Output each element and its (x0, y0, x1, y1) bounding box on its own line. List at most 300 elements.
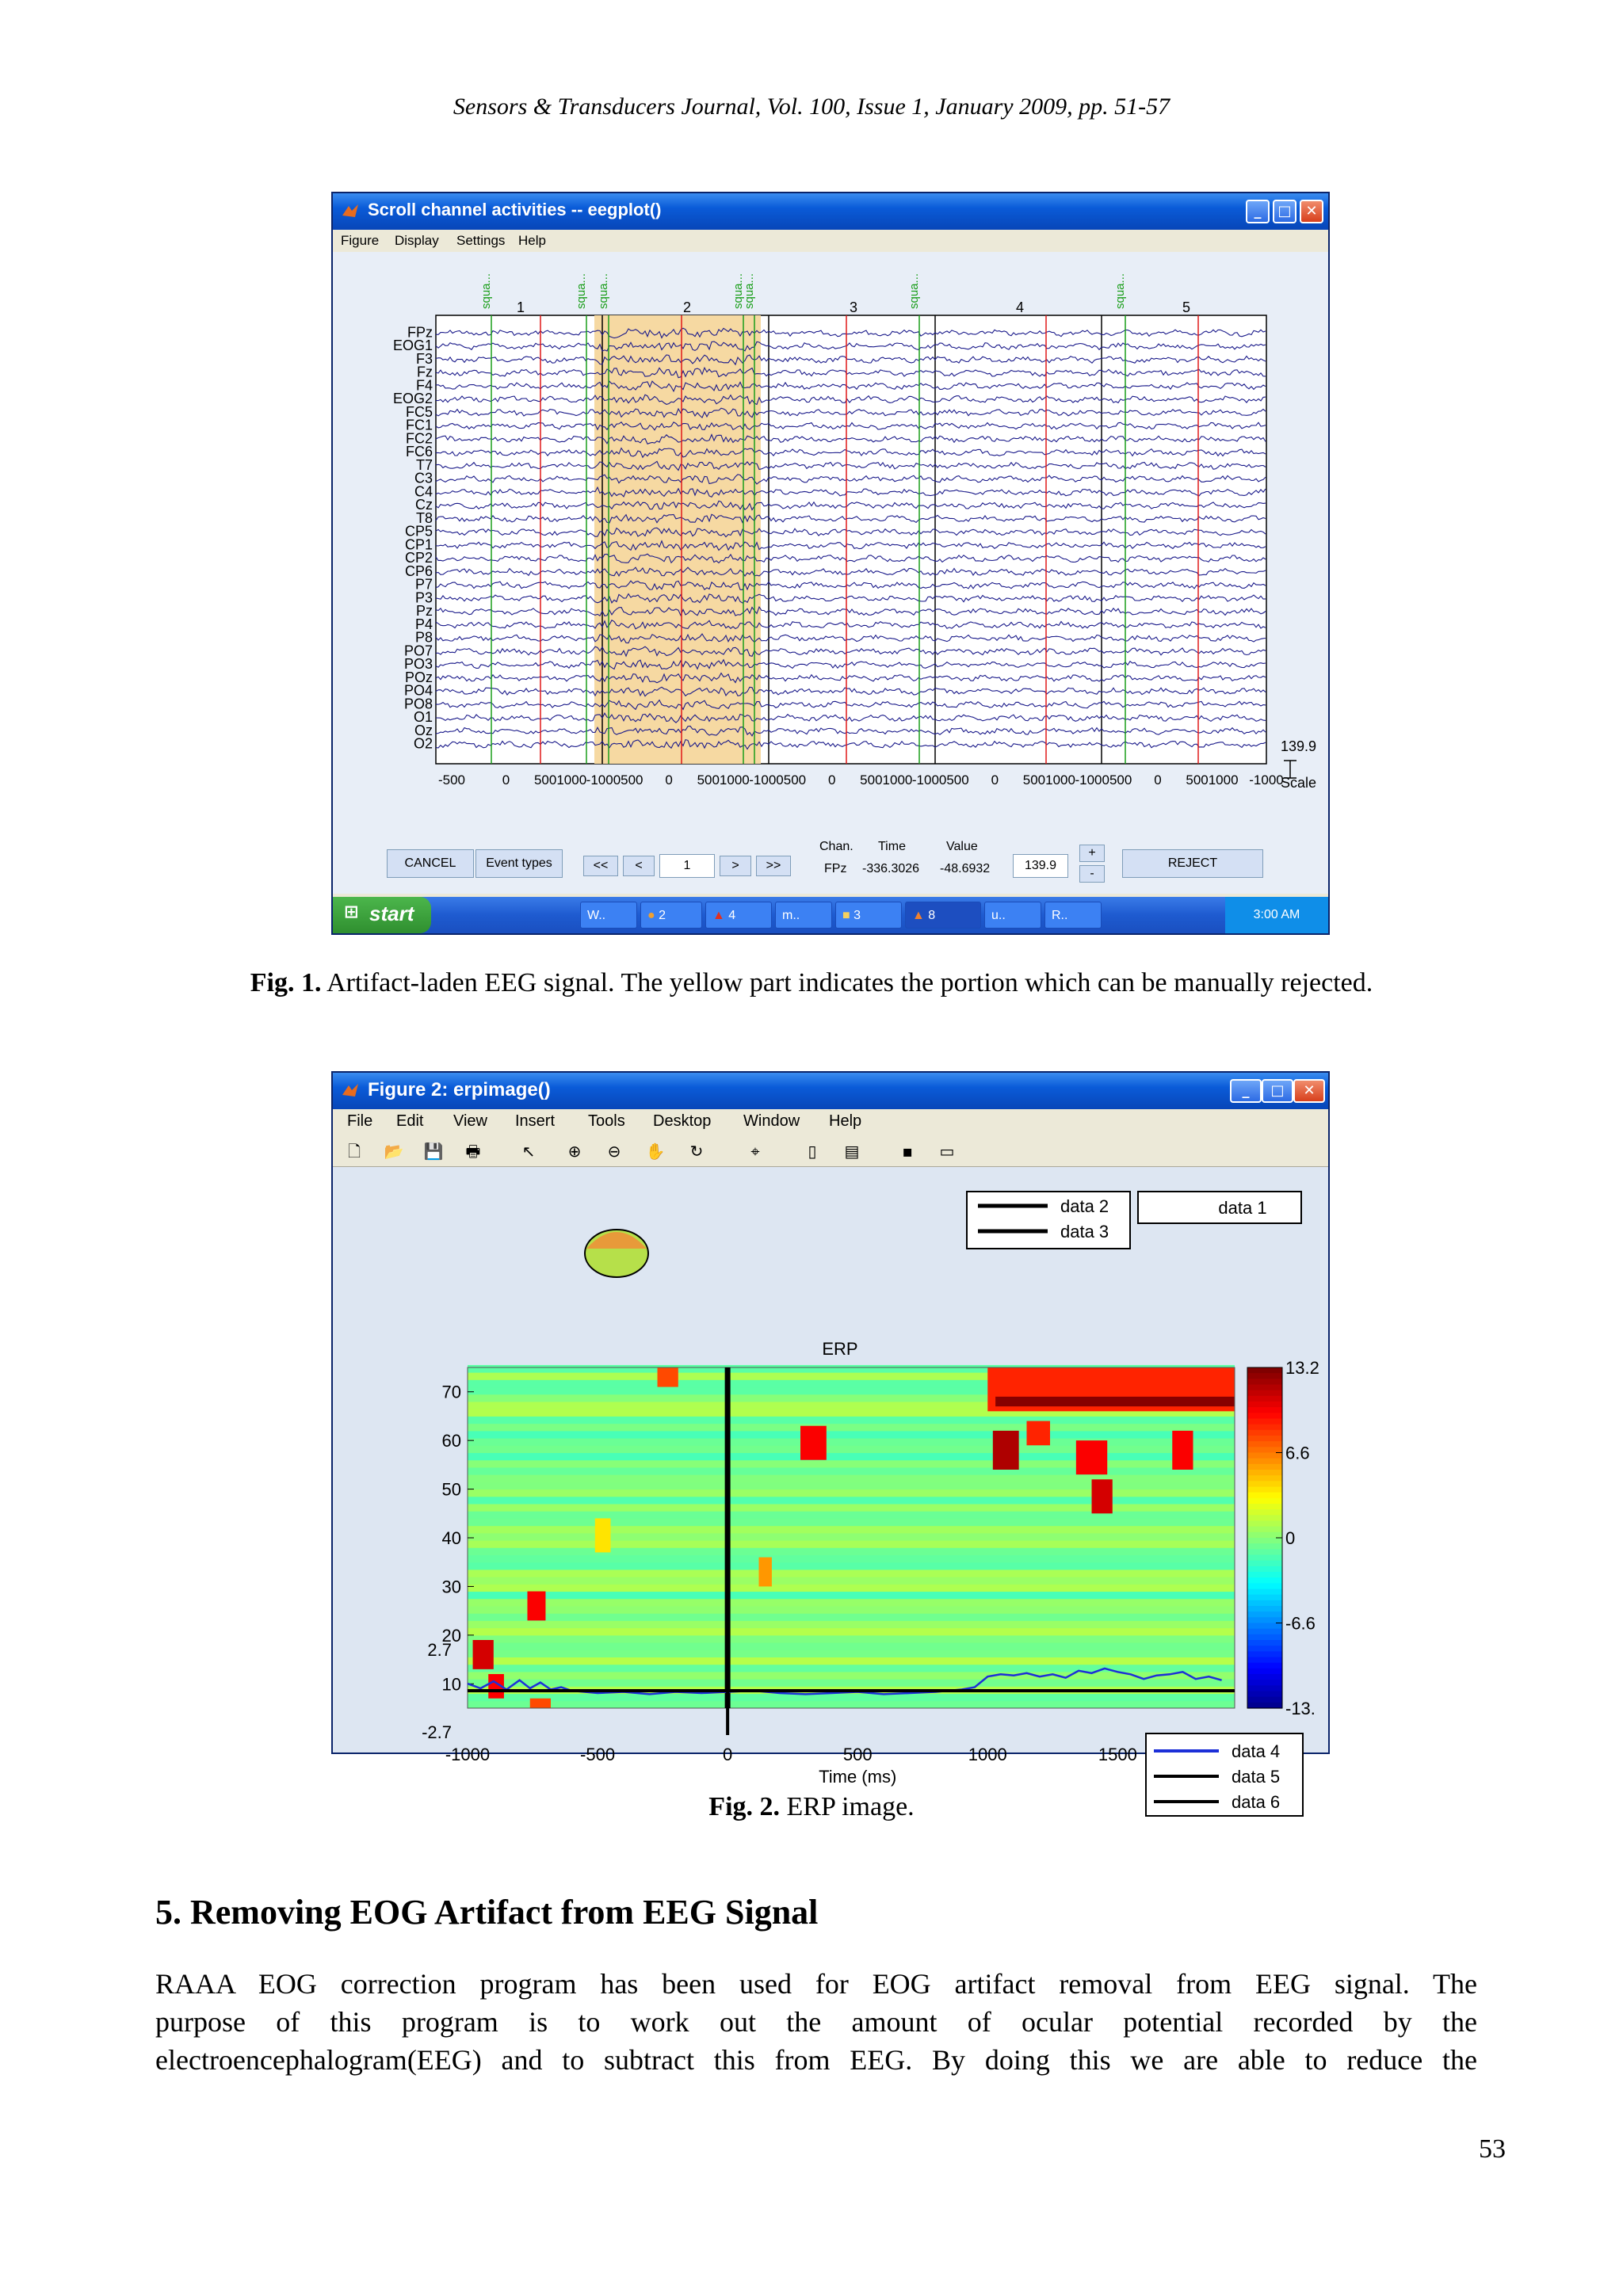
event-label: squa... (479, 273, 493, 309)
figure1-caption (0, 968, 1623, 998)
colorbar-segment (1247, 1646, 1282, 1652)
x-tick-label: 1500 (1098, 1745, 1137, 1764)
x-tick-label: -1000500 (1075, 772, 1132, 788)
taskbar-item-r[interactable] (1044, 902, 1102, 929)
colorbar-segment (1247, 1396, 1282, 1402)
channel-label: CP1 (404, 536, 433, 553)
colorbar-tick-label: 6.6 (1285, 1443, 1310, 1463)
heatmap-band (468, 1453, 1235, 1461)
window-title: Figure 2: erpimage() (368, 1079, 551, 1100)
colorbar-segment (1247, 1379, 1282, 1385)
channel-label: O2 (413, 735, 433, 752)
legend-entry: data 6 (1232, 1792, 1281, 1812)
taskbar-item-label: 8 (928, 909, 936, 922)
heatmap-patch (527, 1592, 545, 1621)
heatmap-band (468, 1679, 1235, 1687)
windows-logo-icon: ⊞ (344, 902, 359, 921)
erpimage-titlebar (333, 1073, 1328, 1109)
heatmap-band (468, 1424, 1235, 1432)
channel-label: EOG1 (392, 338, 433, 354)
erp-y-tick-label: 2.7 (427, 1640, 452, 1660)
x-tick-label: 500 (842, 1745, 873, 1764)
epoch-number: 4 (1016, 299, 1025, 315)
channel-label: PO7 (403, 643, 433, 659)
next-fast-button[interactable]: >> (756, 856, 791, 876)
colorbar-segment (1247, 1515, 1282, 1521)
heatmap-band (468, 1599, 1235, 1607)
matlab-icon: ▲ (912, 909, 925, 922)
colorbar-segment (1247, 1504, 1282, 1510)
colorbar-segment (1247, 1680, 1282, 1686)
colorbar-tick-label: -13. (1285, 1699, 1316, 1718)
colorbar-segment (1247, 1600, 1282, 1607)
channel-label: C4 (414, 483, 433, 500)
x-tick-label: 0 (723, 1745, 733, 1764)
y-tick-label: 10 (441, 1674, 461, 1695)
erp-title: ERP (822, 1339, 858, 1359)
heatmap-band (468, 1562, 1235, 1570)
legend-icon[interactable]: ▤ (844, 1142, 860, 1161)
x-tick-label: 5001000 (1022, 772, 1075, 788)
firefox-icon: ● (647, 909, 655, 922)
heatmap-patch (473, 1640, 494, 1669)
colorbar-segment (1247, 1498, 1282, 1505)
colorbar-segment (1247, 1640, 1282, 1646)
menu-window[interactable]: Window (743, 1112, 800, 1130)
erp-y-tick-label: -2.7 (422, 1722, 452, 1742)
event-label: squa... (1113, 273, 1127, 309)
taskbar-item-w[interactable] (580, 902, 637, 929)
colorbar-segment (1247, 1583, 1282, 1589)
x-tick-label: 0 (827, 772, 836, 788)
prev-fast-button[interactable]: << (583, 856, 618, 876)
hide-plot-tools-icon[interactable]: ▪ (902, 1142, 913, 1161)
channel-label: FC1 (405, 417, 433, 433)
colorbar-segment (1247, 1691, 1282, 1698)
eeg-plot-background (436, 315, 1266, 764)
colorbar-segment (1247, 1595, 1282, 1601)
colorbar-segment (1247, 1487, 1282, 1493)
chan-label: Chan. (819, 840, 854, 853)
x-tick-label: 5001000 (533, 772, 587, 788)
channel-label: CP5 (404, 523, 433, 540)
x-tick-label: 5001000 (860, 772, 913, 788)
heatmap-band (468, 1577, 1235, 1585)
menu-help[interactable]: Help (518, 233, 546, 248)
x-tick-label: -1000500 (586, 772, 643, 788)
channel-label: P7 (414, 576, 433, 593)
colorbar-segment (1247, 1657, 1282, 1664)
heatmap-patch (1076, 1440, 1107, 1474)
taskbar-item-label: u.. (991, 909, 1006, 922)
colorbar-segment (1247, 1509, 1282, 1516)
show-plot-tools-icon[interactable]: ▭ (939, 1142, 955, 1161)
channel-label: FC2 (405, 430, 433, 447)
scale-input[interactable]: 139.9 (1013, 854, 1068, 878)
chan-value: FPz (824, 862, 847, 875)
y-tick-label: 40 (441, 1528, 461, 1548)
colorbar-segment (1247, 1453, 1282, 1459)
colorbar-segment (1247, 1611, 1282, 1618)
taskbar-item-firefox[interactable] (640, 902, 702, 929)
colorbar-tick-label: 0 (1285, 1528, 1296, 1548)
zoom-out-icon[interactable]: ⊖ (607, 1142, 621, 1161)
heatmap-band (468, 1665, 1235, 1672)
colorbar-segment (1247, 1538, 1282, 1544)
event-types-button[interactable]: Event types (475, 849, 563, 878)
heatmap-band (468, 1606, 1235, 1614)
epoch-input[interactable]: 1 (659, 854, 715, 878)
scale-value: 139.9 (1281, 738, 1317, 754)
rotate-3d-icon[interactable]: ↻ (689, 1142, 704, 1161)
menu-tools[interactable]: Tools (588, 1112, 625, 1130)
paragraph-line: electroencephalogram(EEG) and to subtract this from EEG. By doing this we are able to reduce the (155, 2044, 1477, 2076)
menu-help[interactable]: Help (829, 1112, 862, 1130)
taskbar-item-label: 2 (659, 909, 666, 922)
heatmap-band (468, 1701, 1235, 1709)
heatmap-band (468, 1497, 1235, 1505)
menu-settings[interactable]: Settings (456, 233, 506, 248)
epoch-number: 3 (850, 299, 858, 315)
erpimage-toolbar (333, 1135, 1328, 1167)
heatmap-band (468, 1592, 1235, 1600)
folder-icon: ■ (842, 909, 850, 922)
colorbar-segment (1247, 1561, 1282, 1567)
event-label: squa... (731, 273, 745, 309)
colorbar-segment (1247, 1589, 1282, 1596)
x-tick-label: -500 (437, 772, 466, 788)
channel-label: F3 (415, 350, 433, 367)
epoch-number: 2 (683, 299, 692, 315)
x-tick-label: -500 (580, 1745, 616, 1764)
menu-display[interactable]: Display (395, 233, 439, 248)
colorbar-segment (1247, 1373, 1282, 1379)
heatmap-band (468, 1650, 1235, 1657)
heatmap-band (468, 1540, 1235, 1548)
x-tick-label: -1000 (445, 1745, 491, 1764)
colorbar-segment (1247, 1493, 1282, 1499)
heatmap-band (468, 1416, 1235, 1424)
channel-label: EOG2 (392, 391, 433, 407)
legend-entry: data 3 (1060, 1222, 1109, 1241)
menu-edit[interactable]: Edit (396, 1112, 424, 1130)
scale-plus-button[interactable]: + (1079, 845, 1105, 862)
heatmap-band (468, 1460, 1235, 1468)
scale-label: Scale (1281, 775, 1317, 791)
channel-label: POz (404, 669, 433, 685)
pan-hand-icon[interactable]: ✋ (645, 1142, 666, 1161)
acrobat-icon: ▲ (712, 909, 725, 922)
y-tick-label: 50 (441, 1479, 461, 1500)
prev-button[interactable]: < (623, 856, 655, 876)
cancel-button[interactable]: CANCEL (387, 849, 474, 878)
taskbar-item-folders[interactable] (835, 902, 902, 929)
event-label: squa... (743, 273, 756, 309)
taskbar-item-matlab[interactable] (905, 902, 981, 929)
colorbar-segment (1247, 1606, 1282, 1612)
x-tick-label: 0 (502, 772, 510, 788)
menu-figure[interactable]: Figure (341, 233, 380, 248)
colorbar-segment (1247, 1629, 1282, 1635)
colorbar-segment (1247, 1521, 1282, 1527)
colorbar-segment (1247, 1527, 1282, 1533)
eeg-channel-plot (333, 252, 1328, 838)
journal-header: Sensors & Transducers Journal, Vol. 100, Issue 1, January 2009, pp. 51-57 (453, 93, 1170, 120)
heatmap-patch (759, 1558, 772, 1587)
x-tick-label: 0 (1154, 772, 1162, 788)
legend-entry: data 5 (1232, 1767, 1281, 1787)
channel-label: CP6 (404, 563, 433, 579)
colorbar-segment (1247, 1697, 1282, 1703)
save-icon[interactable]: 💾 (423, 1142, 444, 1161)
channel-label: T7 (415, 456, 433, 473)
taskbar-item-label: m.. (782, 909, 800, 922)
colorbar-segment (1247, 1385, 1282, 1391)
heatmap-patch (530, 1699, 551, 1708)
heatmap-patch (1092, 1479, 1113, 1513)
heatmap-band (468, 1613, 1235, 1621)
channel-label: CP2 (404, 550, 433, 566)
minimize-button[interactable]: _ (1230, 1079, 1262, 1103)
eegplot-controls (333, 838, 1328, 894)
colorbar-segment (1247, 1543, 1282, 1550)
eegplot-menubar (333, 230, 1328, 252)
minimize-button[interactable]: _ (1246, 200, 1270, 223)
eegplot-area (333, 252, 1328, 838)
y-tick-label: 20 (441, 1625, 461, 1646)
channel-label: PO4 (403, 682, 433, 699)
colorbar-segment (1247, 1413, 1282, 1419)
x-tick-label: 0 (665, 772, 673, 788)
channel-label: Fz (417, 364, 433, 380)
maximize-button[interactable]: □ (1273, 200, 1296, 223)
heatmap-band (468, 1438, 1235, 1446)
event-label: squa... (575, 273, 588, 309)
channel-label: P8 (414, 629, 433, 646)
page-number: 53 (1479, 2134, 1506, 2164)
colorbar-tick-label: -6.6 (1285, 1613, 1316, 1634)
heatmap-patch (995, 1397, 1235, 1406)
channel-label: F4 (415, 377, 433, 394)
heatmap-patch (993, 1431, 1019, 1470)
value-value: -48.6932 (940, 862, 991, 875)
epoch-number: 1 (517, 299, 525, 315)
taskbar-item-m[interactable] (775, 902, 832, 929)
heatmap-band (468, 1694, 1235, 1702)
event-label: squa... (907, 273, 921, 309)
rejected-region (594, 315, 761, 764)
colorbar-segment (1247, 1441, 1282, 1447)
figure2-caption (0, 1792, 1623, 1822)
heatmap-band (468, 1467, 1235, 1475)
value-label: Value (946, 840, 978, 853)
taskbar-item-label: 3 (854, 909, 861, 922)
colorbar-segment (1247, 1481, 1282, 1487)
heatmap-band (468, 1657, 1235, 1665)
y-tick-label: 30 (441, 1577, 461, 1597)
heatmap-band (468, 1533, 1235, 1541)
colorbar-segment (1247, 1464, 1282, 1470)
colorbar-segment (1247, 1459, 1282, 1465)
taskbar-item-acrobat[interactable] (705, 902, 772, 929)
x-tick-label: 5001000 (697, 772, 750, 788)
colorbar-segment (1247, 1549, 1282, 1555)
colorbar-segment (1247, 1402, 1282, 1408)
heatmap-patch (658, 1367, 678, 1387)
reject-button[interactable]: REJECT (1122, 849, 1263, 878)
heatmap-band (468, 1569, 1235, 1577)
matlab-logo-icon (341, 201, 360, 220)
heatmap-band (468, 1526, 1235, 1534)
figure1-caption-text: Artifact-laden EEG signal. The yellow part indicates the portion which can be manually rejected. (321, 968, 1373, 997)
time-value: -336.3026 (862, 862, 920, 875)
heatmap-patch (800, 1426, 827, 1460)
menu-file[interactable]: File (347, 1112, 373, 1130)
colorbar-segment (1247, 1674, 1282, 1680)
windows-taskbar (333, 897, 1328, 933)
system-tray (1225, 897, 1328, 933)
colorbar-segment (1247, 1430, 1282, 1436)
heatmap-band (468, 1584, 1235, 1592)
taskbar-item-u[interactable] (984, 902, 1041, 929)
figure2-caption-label: Fig. 2. (708, 1792, 781, 1821)
x-tick-label: -1000 (1249, 772, 1284, 788)
figure2-caption-text: ERP image. (780, 1792, 915, 1821)
x-tick-label: 5001000 (1186, 772, 1239, 788)
colorbar-segment (1247, 1572, 1282, 1578)
section-paragraph (155, 1965, 1477, 2079)
channel-label: FPz (407, 324, 433, 341)
colorbar-segment (1247, 1623, 1282, 1630)
colorbar-segment (1247, 1685, 1282, 1691)
colorbar-segment (1247, 1532, 1282, 1539)
heatmap-patch (1026, 1421, 1050, 1446)
paragraph-line: RAAA EOG correction program has been used for EOG artifact removal from EEG signal. The (155, 1968, 1477, 2000)
heatmap-band (468, 1547, 1235, 1555)
start-button[interactable] (333, 897, 431, 933)
colorbar-segment (1247, 1651, 1282, 1657)
new-figure-icon[interactable]: 🗋 (347, 1142, 361, 1161)
colorbar-segment (1247, 1577, 1282, 1584)
channel-label: PO3 (403, 656, 433, 673)
colorbar-segment (1247, 1617, 1282, 1623)
scalp-map-icon (586, 1232, 647, 1249)
heatmap-band (468, 1504, 1235, 1512)
colorbar-segment (1247, 1419, 1282, 1425)
channel-label: Pz (415, 603, 433, 620)
heatmap-band (468, 1628, 1235, 1636)
colorbar-segment (1247, 1669, 1282, 1675)
time-label: Time (878, 840, 906, 853)
select-arrow-icon[interactable]: ↖ (521, 1142, 536, 1161)
matlab-logo-icon (341, 1081, 360, 1100)
epoch-number: 5 (1182, 299, 1191, 315)
colorbar-segment (1247, 1390, 1282, 1397)
colorbar-segment (1247, 1470, 1282, 1476)
channel-label: Cz (415, 497, 433, 513)
taskbar-item-label: R.. (1052, 909, 1068, 922)
channel-label: C3 (414, 470, 433, 486)
x-axis-label: Time (ms) (819, 1767, 897, 1787)
maximize-button[interactable]: □ (1262, 1079, 1293, 1103)
data-cursor-icon[interactable]: ⌖ (750, 1142, 760, 1161)
heatmap-band (468, 1489, 1235, 1497)
start-label: start (369, 902, 414, 925)
heatmap-patch (595, 1518, 611, 1552)
y-tick-label: 70 (441, 1382, 461, 1402)
paragraph-line: purpose of this program is to work out the amount of ocular potential recorded by the (155, 2006, 1477, 2038)
heatmap-patch (1172, 1431, 1193, 1470)
colorbar-segment (1247, 1367, 1282, 1374)
x-tick-label: -1000500 (749, 772, 807, 788)
channel-label: FC5 (405, 403, 433, 420)
clock: 3:00 AM (1253, 908, 1300, 921)
menu-desktop[interactable]: Desktop (653, 1112, 712, 1130)
colorbar-segment (1247, 1566, 1282, 1573)
erpimage-menubar (333, 1109, 1328, 1135)
close-button[interactable]: ✕ (1300, 200, 1323, 223)
heatmap-band (468, 1635, 1235, 1643)
eegplot-titlebar (333, 193, 1328, 230)
heatmap-band (468, 1642, 1235, 1650)
next-button[interactable]: > (720, 856, 751, 876)
section-heading: 5. Removing EOG Artifact from EEG Signal (155, 1893, 819, 1932)
heatmap-band (468, 1518, 1235, 1526)
x-tick-label: -1000500 (911, 772, 969, 788)
heatmap-band (468, 1555, 1235, 1563)
menu-insert[interactable]: Insert (515, 1112, 556, 1130)
heatmap-band (468, 1445, 1235, 1453)
eegplot-window (331, 192, 1330, 935)
channel-label: P4 (414, 616, 433, 632)
legend-entry: data 4 (1232, 1741, 1281, 1761)
menu-view[interactable]: View (453, 1112, 487, 1130)
colorbar-segment (1247, 1663, 1282, 1669)
channel-label: PO8 (403, 696, 433, 712)
heatmap-band (468, 1482, 1235, 1489)
colorbar-tick-label: 13.2 (1285, 1358, 1319, 1378)
open-file-icon[interactable]: 📂 (384, 1142, 404, 1161)
legend-entry: data 2 (1060, 1196, 1109, 1216)
colorbar-segment (1247, 1634, 1282, 1641)
x-tick-label: 0 (991, 772, 999, 788)
zoom-in-icon[interactable]: ⊕ (567, 1142, 582, 1161)
heatmap-band (468, 1511, 1235, 1519)
taskbar-item-label: W.. (587, 909, 606, 922)
window-title: Scroll channel activities -- eegplot() (368, 200, 662, 219)
channel-label: P3 (414, 589, 433, 606)
heatmap-band (468, 1620, 1235, 1628)
colorbar-segment (1247, 1436, 1282, 1442)
close-button[interactable]: ✕ (1293, 1079, 1325, 1103)
colorbar-segment (1247, 1447, 1282, 1453)
channel-label: FC6 (405, 444, 433, 460)
channel-label: T8 (415, 509, 433, 526)
heatmap-band (468, 1431, 1235, 1439)
colorbar-icon[interactable]: ▯ (808, 1142, 817, 1161)
colorbar-segment (1247, 1703, 1282, 1709)
colorbar-segment (1247, 1407, 1282, 1413)
channel-label: Oz (414, 722, 433, 738)
heatmap-band (468, 1474, 1235, 1482)
colorbar-segment (1247, 1475, 1282, 1482)
legend-entry: data 1 (1218, 1198, 1267, 1218)
figure1-caption-label: Fig. 1. (250, 968, 322, 997)
colorbar-segment (1247, 1425, 1282, 1431)
colorbar-segment (1247, 1555, 1282, 1562)
print-icon[interactable]: 🖶 (465, 1142, 481, 1161)
scale-minus-button[interactable]: - (1079, 865, 1105, 883)
